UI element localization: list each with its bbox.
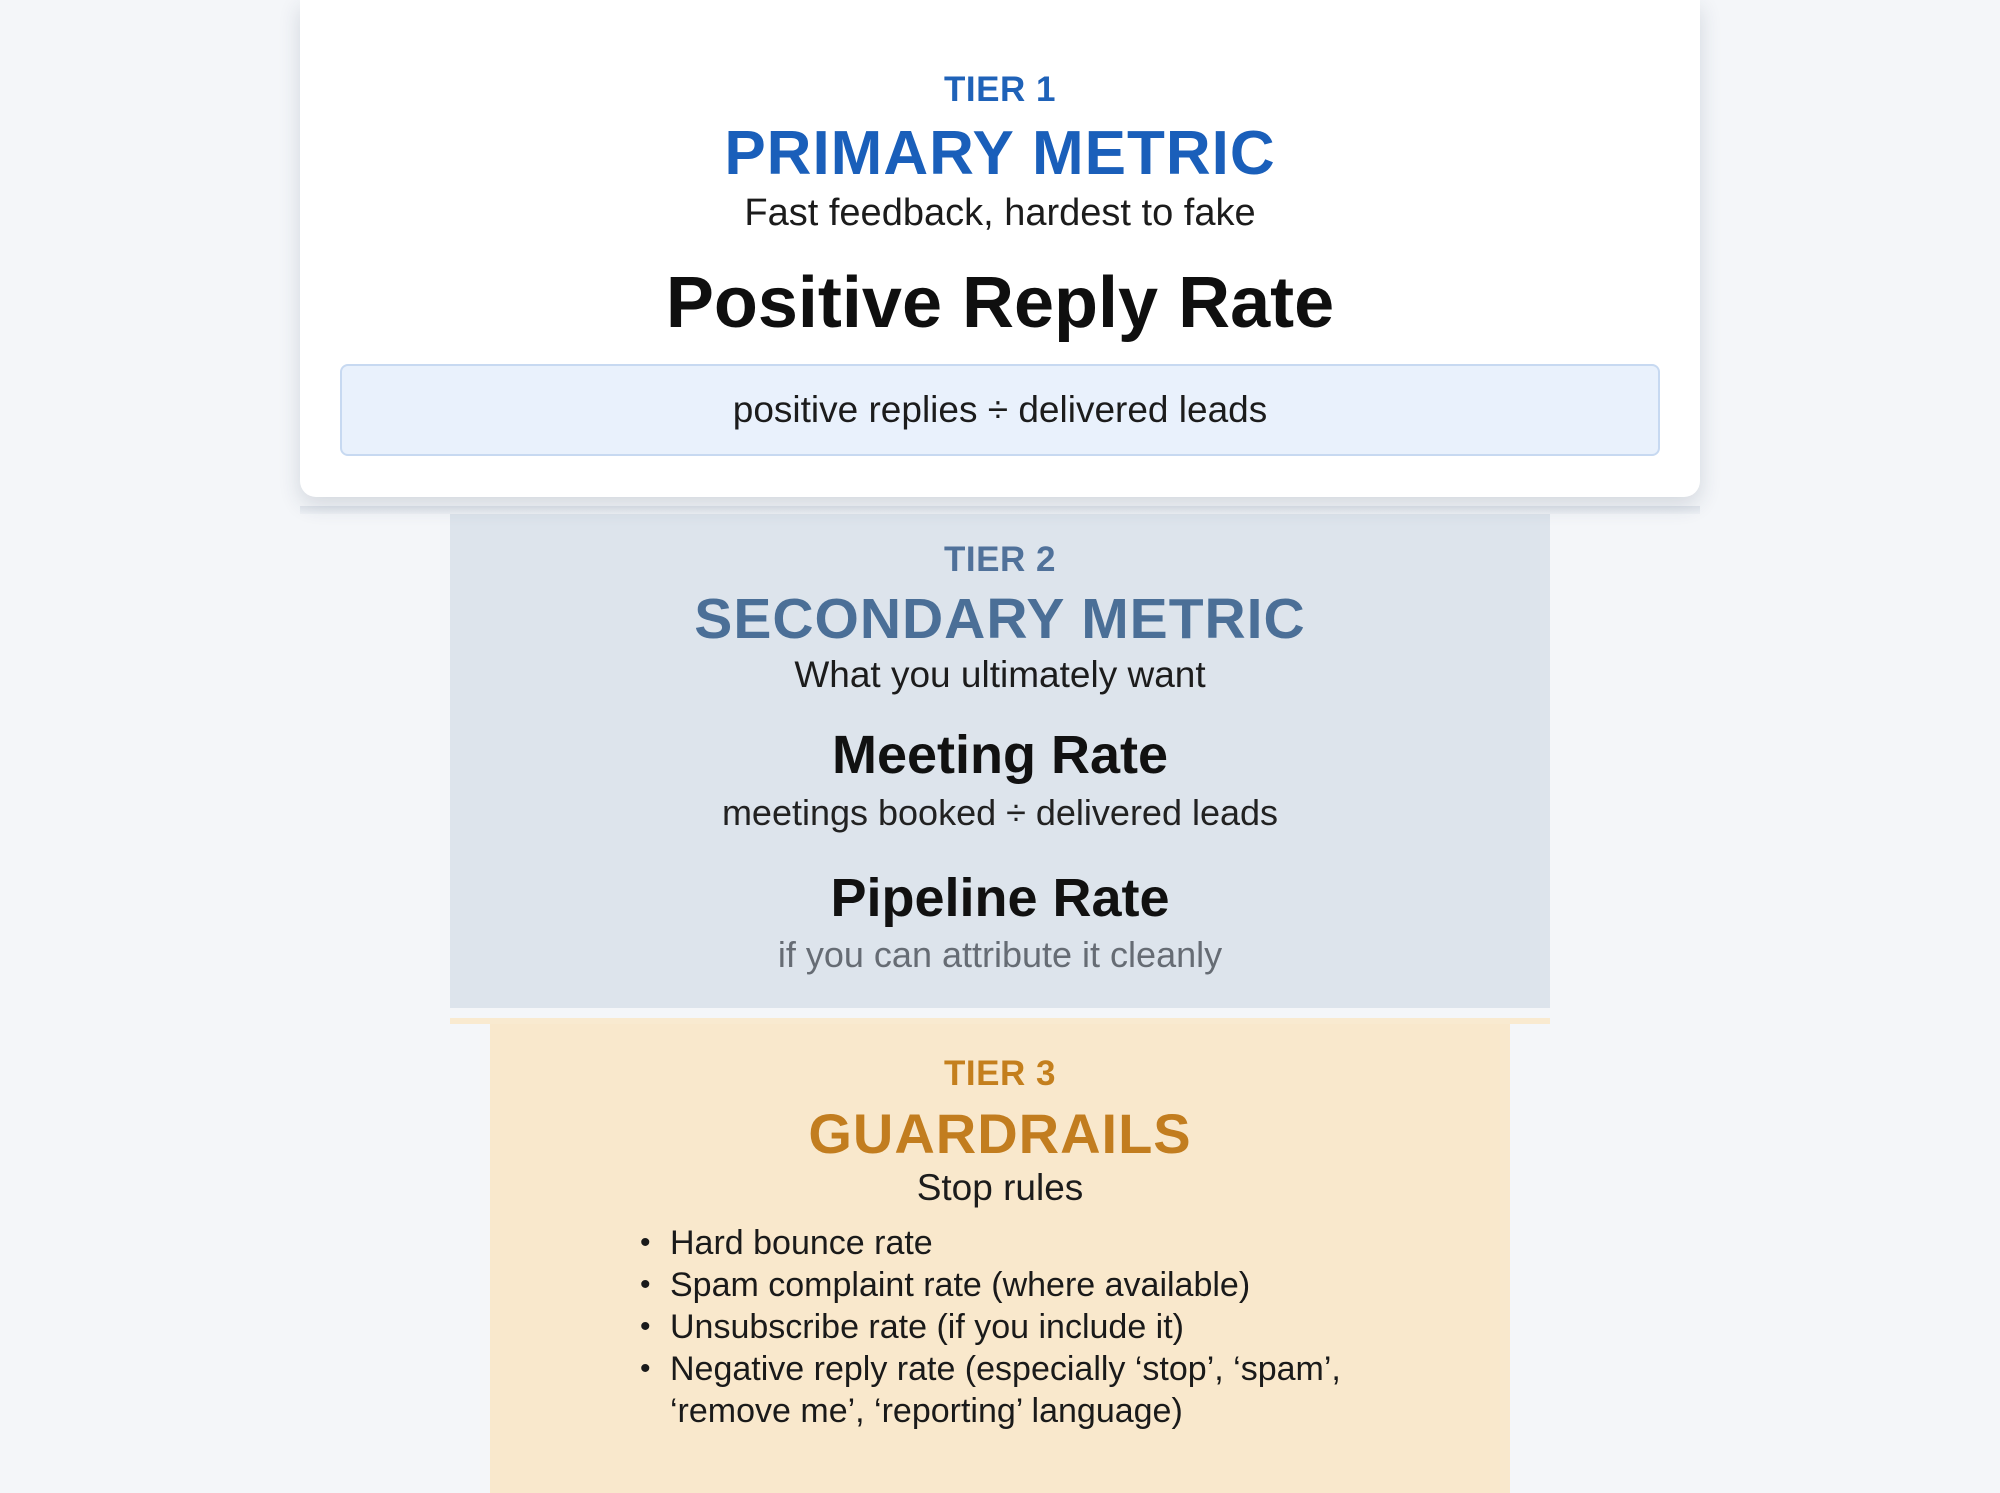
guardrail-text: Hard bounce rate: [670, 1224, 933, 1262]
tier-1-metric-name: Positive Reply Rate: [665, 263, 1335, 343]
tier-2-label: TIER 2: [944, 540, 1056, 579]
tier-3-title: GUARDRAILS: [808, 1102, 1192, 1165]
tier-2-metric-desc: meetings booked ÷ delivered leads: [721, 792, 1279, 833]
bullet-icon: •: [640, 1310, 651, 1343]
tier-1-label: TIER 1: [944, 70, 1056, 109]
tier-3-label: TIER 3: [944, 1054, 1056, 1093]
tier-1-subtitle: Fast feedback, hardest to fake: [744, 192, 1256, 234]
guardrails-list: [640, 1222, 1440, 1432]
tier-1-formula: positive replies ÷ delivered leads: [340, 364, 1660, 456]
list-item: [640, 1222, 1440, 1264]
tier-3-panel: [490, 1024, 1510, 1493]
tier-1-card: [300, 0, 1700, 497]
guardrail-text: Negative reply rate (especially ‘stop’, ‘spam’, ‘remove me’, ‘reporting’ language): [670, 1350, 1341, 1430]
tier-2-title: SECONDARY METRIC: [694, 587, 1306, 651]
tier-2-subtitle: What you ultimately want: [794, 654, 1206, 695]
list-item: [640, 1264, 1440, 1306]
tier-2-metric-name: Meeting Rate: [831, 725, 1169, 785]
tier-2-metric-desc: if you can attribute it cleanly: [777, 934, 1223, 975]
bullet-icon: •: [640, 1226, 651, 1259]
list-item: [640, 1306, 1440, 1348]
bullet-icon: •: [640, 1352, 651, 1385]
bullet-icon: •: [640, 1268, 651, 1301]
tier-2-panel: [450, 514, 1550, 1008]
tier-1-edge: [300, 506, 1700, 514]
tier-2-metric-name: Pipeline Rate: [830, 868, 1170, 928]
guardrail-text: Unsubscribe rate (if you include it): [670, 1308, 1185, 1346]
tier-1-title: PRIMARY METRIC: [724, 119, 1276, 188]
list-item: [640, 1348, 1440, 1432]
tier-3-subtitle: Stop rules: [916, 1167, 1084, 1208]
guardrail-text: Spam complaint rate (where available): [670, 1266, 1251, 1304]
